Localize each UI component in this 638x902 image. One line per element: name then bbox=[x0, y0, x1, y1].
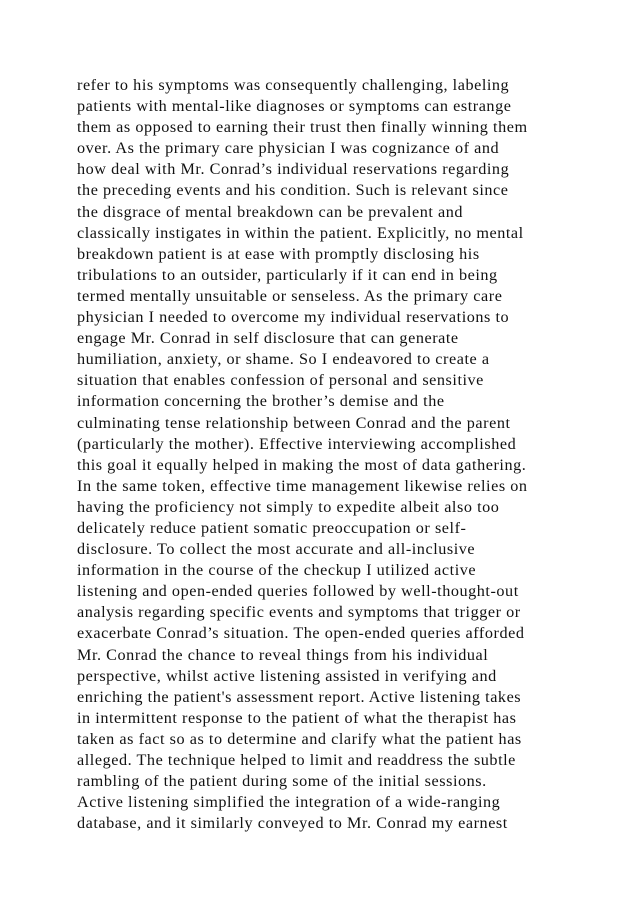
text-line: exacerbate Conrad’s situation. The open-ended queries afforded bbox=[77, 624, 525, 643]
text-line: this goal it equally helped in making the most of data gathering. bbox=[77, 455, 527, 474]
text-line: over. As the primary care physician I was cognizance of and bbox=[77, 139, 500, 158]
text-line: disclosure. To collect the most accurate and all-inclusive bbox=[77, 540, 476, 559]
text-line: refer to his symptoms was consequently challenging, labeling bbox=[77, 76, 510, 94]
text-line: situation that enables confession of personal and sensitive bbox=[77, 371, 484, 390]
text-line: culminating tense relationship between Conrad and the parent bbox=[77, 413, 511, 432]
text-line: delicately reduce patient somatic preoccupation or self- bbox=[77, 518, 467, 537]
text-line: the preceding events and his condition. Such is relevant since bbox=[77, 181, 509, 200]
text-line: breakdown patient is at ease with promptly disclosing his bbox=[77, 244, 480, 263]
text-line: in intermittent response to the patient of what the therapist has bbox=[77, 708, 517, 727]
text-line: information in the course of the checkup I utilized active bbox=[77, 561, 477, 580]
text-line: them as opposed to earning their trust then finally winning them bbox=[77, 118, 528, 137]
text-line: Active listening simplified the integration of a wide-ranging bbox=[77, 793, 501, 812]
text-line: termed mentally unsuitable or senseless. As the primary care bbox=[77, 286, 503, 305]
text-line: listening and open-ended queries followed by well-thought-out bbox=[77, 582, 519, 601]
text-line: classically instigates in within the patient. Explicitly, no mental bbox=[77, 223, 524, 242]
text-line: physician I needed to overcome my individual reservations to bbox=[77, 308, 510, 327]
text-line: humiliation, anxiety, or shame. So I endeavored to create a bbox=[77, 350, 490, 369]
text-line: engage Mr. Conrad in self disclosure that can generate bbox=[77, 329, 459, 348]
text-line: enriching the patient's assessment report. Active listening takes bbox=[77, 687, 522, 706]
text-line: In the same token, effective time management likewise relies on bbox=[77, 476, 528, 495]
text-line: tribulations to an outsider, particularly if it can end in being bbox=[77, 265, 498, 284]
text-line: taken as fact so as to determine and clarify what the patient has bbox=[77, 729, 522, 748]
text-line: how deal with Mr. Conrad’s individual reservations regarding bbox=[77, 160, 510, 179]
text-line: database, and it similarly conveyed to Mr. Conrad my earnest bbox=[77, 814, 508, 833]
body-text bbox=[77, 75, 577, 834]
text-line: information concerning the brother’s demise and the bbox=[77, 392, 445, 411]
text-line: the disgrace of mental breakdown can be prevalent and bbox=[77, 202, 464, 221]
text-line: analysis regarding specific events and symptoms that trigger or bbox=[77, 603, 521, 622]
text-line: patients with mental-like diagnoses or symptoms can estrange bbox=[77, 97, 512, 116]
text-line: rambling of the patient during some of the initial sessions. bbox=[77, 772, 487, 791]
text-line: having the proficiency not simply to expedite albeit also too bbox=[77, 497, 500, 516]
text-line: alleged. The technique helped to limit and readdress the subtle bbox=[77, 751, 516, 769]
text-line: perspective, whilst active listening assisted in verifying and bbox=[77, 666, 497, 685]
text-line: (particularly the mother). Effective interviewing accomplished bbox=[77, 434, 517, 453]
text-line: Mr. Conrad the chance to reveal things from his individual bbox=[77, 645, 489, 664]
